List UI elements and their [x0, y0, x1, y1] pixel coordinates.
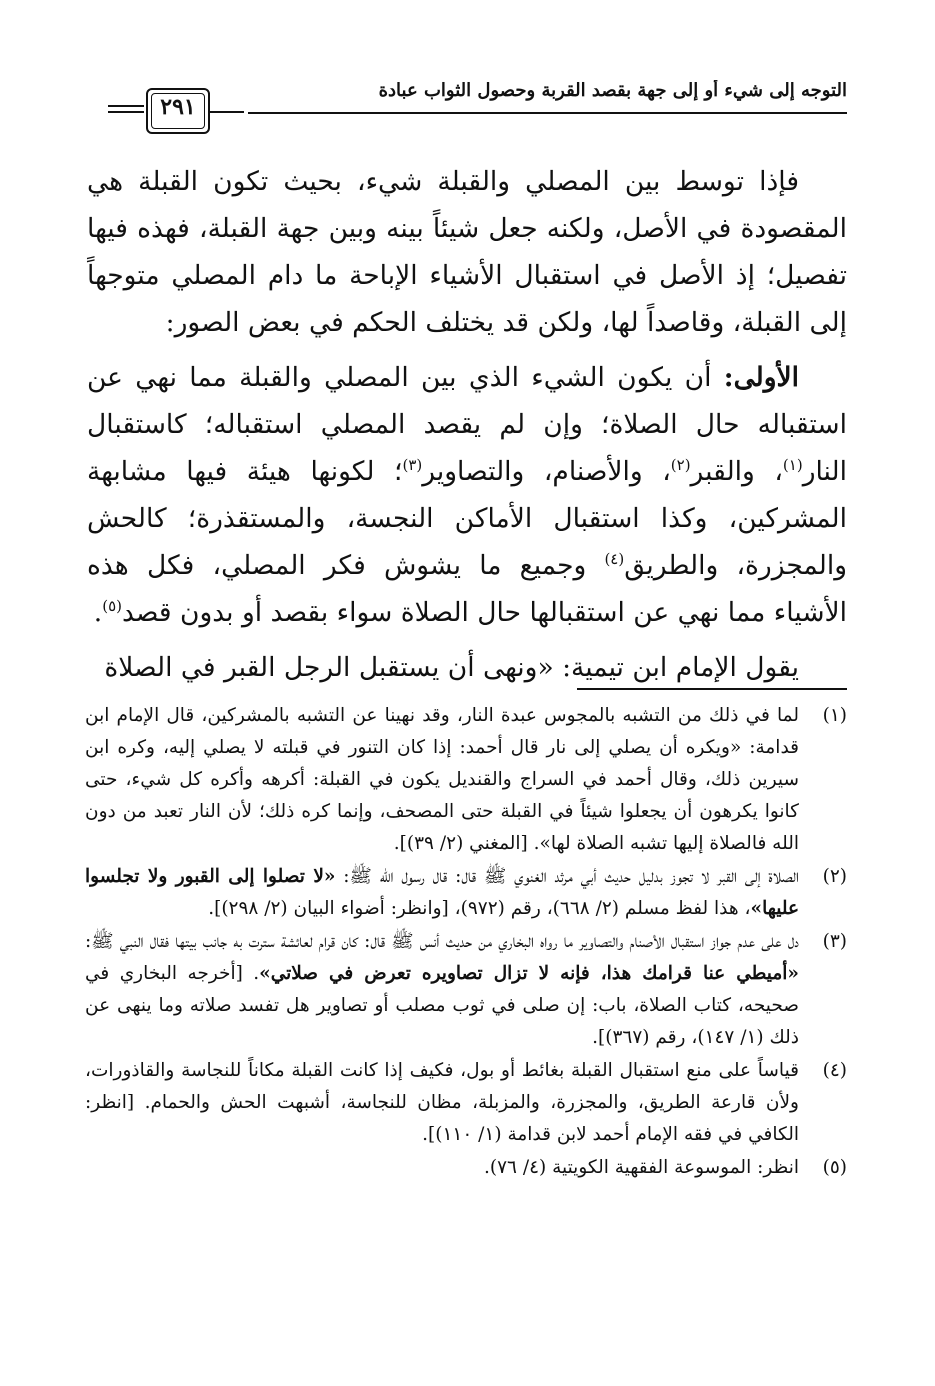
footnote-1 [85, 700, 847, 860]
footnote-hadith-quote: «لا تصلوا إلى القبور ولا تجلسوا عليها» [85, 866, 799, 919]
paragraph-2-text-b: ، والقبر [690, 456, 783, 487]
footnote-text: انظر: الموسوعة الفقهية الكويتية (٤/ ٧٦). [483, 1157, 799, 1178]
footnote-4 [85, 1055, 847, 1151]
paragraph-3: يقول الإمام ابن تيمية: «ونهى أن يستقبل الرجل القبر في الصلاة [104, 652, 799, 683]
footnote-text: لما في ذلك من التشبه بالمجوس عبدة النار، وقد نهينا عن التشبه بالمشركين، قال الإمام ابن قدامة: «ويكره أن يصلي إلى نار قال أحمد: إذا كان التنور في قبلته لا يصلي إليه، وكره ابن سيرين ذلك، وقال أحمد في السراج والقنديل يكون في القبلة: أكرهه وأكره كل شيء، حتى كانوا يكرهون أن يجعلوا شيئاً في القبلة حتى المصحف، وإنما كره ذلك؛ لأن النار تعبد من دون الله فالصلاة إليها تشبه الصلاة لها». [المغني (٢/ ٣٩)]. [85, 705, 799, 854]
footnote-text-b: . [أخرجه البخاري في صحيحه، كتاب الصلاة، باب: إن صلى في ثوب مصلب أو تصاوير هل تفسد صلاته وما ينهى عن ذلك (١/ ١٤٧)، رقم (٣٦٧)]. [85, 963, 799, 1048]
footnote-ref-3[interactable]: (٣) [402, 456, 423, 475]
paragraph-2-lead: الأولى: [723, 362, 799, 393]
footnote-text [85, 861, 799, 925]
paragraph-2-text-a: أن يكون الشيء الذي بين المصلي والقبلة مما نهي عن استقباله حال الصلاة؛ وإن لم يقصد المصلي استقباله؛ كاستقبال النار [87, 362, 847, 487]
page-number: ٢٩١ [160, 94, 196, 120]
header-rule [248, 112, 847, 114]
footnote-number: (٣) [822, 931, 847, 952]
footnote-text [85, 926, 799, 1054]
footnote-text-a: الصلاة إلى القبر لا تجوز بدليل حديث أبي مرثد الغنوي ﷺ قال: قال رسول الله ﷺ: [335, 866, 799, 887]
paragraph-2-text-c: ، والأصنام، والتصاوير [422, 456, 671, 487]
footnote-text-b: ، هذا لفظ مسلم (٢/ ٦٦٨)، رقم (٩٧٢)، [وانظر: أضواء البيان (٢/ ٢٩٨)]. [208, 898, 751, 919]
footnote-5 [85, 1152, 847, 1184]
footnotes [85, 700, 847, 1185]
page-number-ornament [108, 88, 244, 134]
footnote-number: (٢) [822, 866, 847, 887]
footnote-ref-4[interactable]: (٤) [604, 550, 625, 569]
footnote-number: (١) [822, 705, 847, 726]
paragraph-1: فإذا توسط بين المصلي والقبلة شيء، بحيث تكون القبلة هي المقصودة في الأصل، ولكنه جعل شيئاً بينه وبين جهة القبلة، فهذه فيها تفصيل؛ إذ الأصل في استقبال الأشياء الإباحة ما دام المصلي متوجهاً إلى القبلة، وقاصداً لها، ولكن قد يختلف الحكم في بعض الصور: [87, 166, 847, 338]
main-text [87, 158, 847, 691]
footnote-2 [85, 861, 847, 925]
footnote-text: قياساً على منع استقبال القبلة بغائط أو بول، فكيف إذا كانت القبلة مكاناً للنجاسة والقاذورات، ولأن قارعة الطريق، والمجزرة، والمزبلة، مظان للنجاسة، أشبهت الحش والحمام. [انظر: الكافي في فقه الإمام أحمد لابن قدامة (١/ ١١٠)]. [85, 1060, 799, 1145]
paragraph-2-text-e: وجميع ما يشوش فكر المصلي، فكل هذه الأشياء مما نهي عن استقبالها حال الصلاة سواء بقصد أو بدون قصد [87, 550, 847, 628]
footnote-number: (٥) [822, 1157, 847, 1178]
paragraph-2-text-d: ؛ لكونها هيئة فيها مشابهة المشركين، وكذا استقبال الأماكن النجسة، والمستقذرة؛ كالحش والمجزرة، والطريق [87, 456, 847, 581]
footnote-ref-5[interactable]: (٥) [102, 597, 122, 616]
footnote-3 [85, 926, 847, 1054]
footnote-ref-2[interactable]: (٢) [670, 456, 691, 475]
running-title: التوجه إلى شيء أو إلى جهة بقصد القربة وحصول الثواب عبادة [378, 80, 847, 101]
footnote-text-a: دل على عدم جواز استقبال الأصنام والتصاوير ما رواه البخاري من حديث أنس ﷺ قال: كان قرام لعائشة سترت به جانب بيتها فقال النبي ﷺ: [85, 931, 799, 952]
footnote-hadith-quote: «أميطي عنا قرامك هذا، فإنه لا تزال تصاويره تعرض في صلاتي» [259, 963, 799, 984]
footnote-ref-1[interactable]: (١) [782, 456, 803, 475]
footnote-number: (٤) [822, 1060, 847, 1081]
paragraph-2-text-f: . [93, 597, 103, 628]
footnote-separator [577, 688, 847, 690]
paragraph-2 [87, 354, 847, 636]
